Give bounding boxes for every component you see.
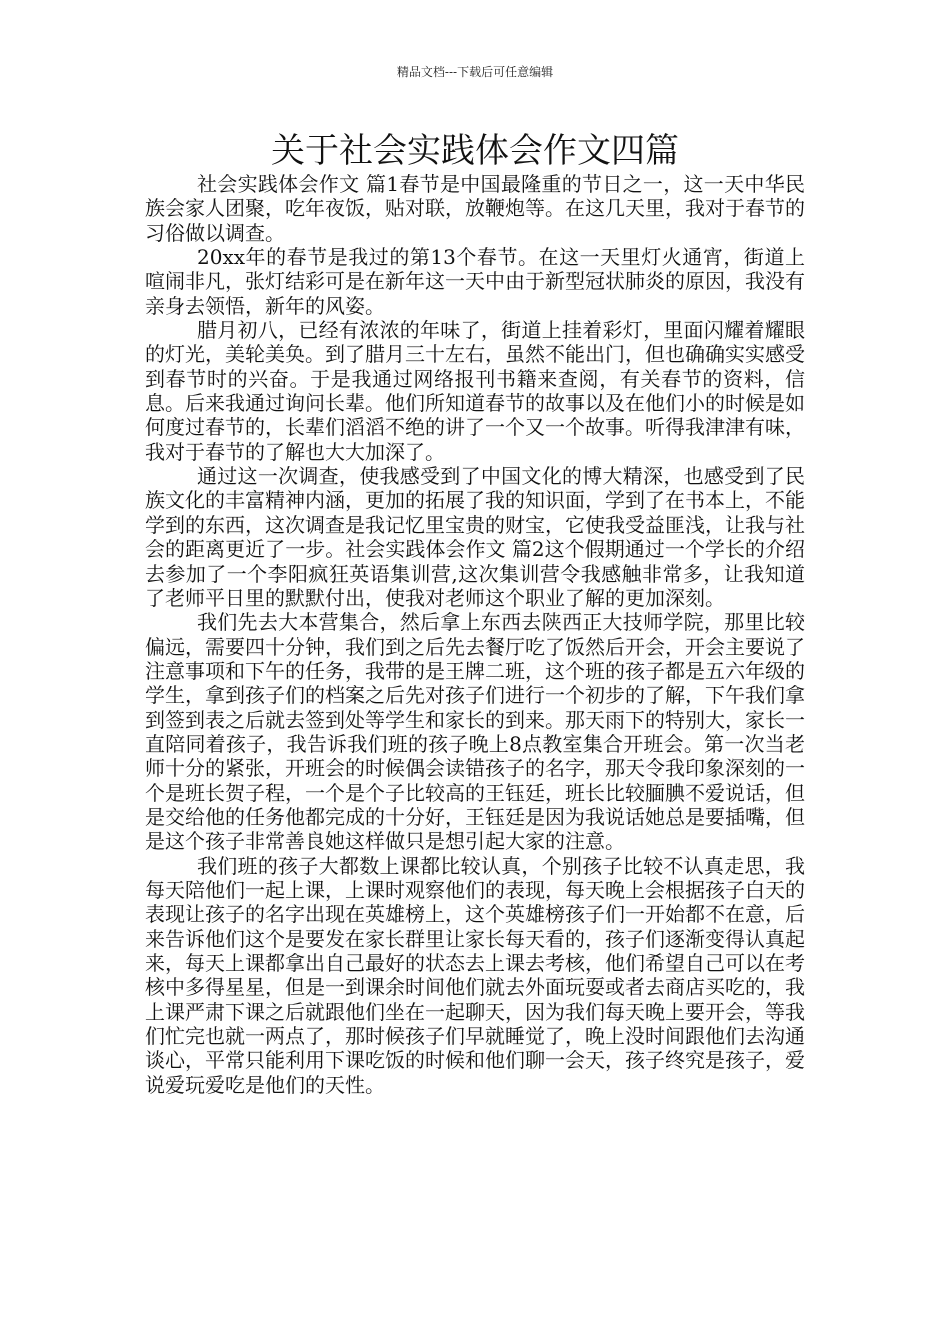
page-header-note: 精品文档---下载后可任意编辑 — [396, 65, 554, 79]
paragraph-2: 20xx年的春节是我过的第13个春节。在这一天里灯火通宵，街道上喧闹非凡，张灯结彩可是在新年这一天中由于新型冠状肺炎的原因，我没有亲身去领悟，新年的风姿。 — [145, 245, 805, 318]
paragraph-3: 腊月初八，已经有浓浓的年味了，街道上挂着彩灯，里面闪耀着耀眼的灯光，美轮美奂。到了腊月三十左右，虽然不能出门，但也确确实实感受到春节时的兴奋。于是我通过网络报刊书籍来查阅，有关春节的资料，信息。后来我通过询问长辈。他们所知道春节的故事以及在他们小的时候是如何度过春节的，长辈们滔滔不绝的讲了一个又一个故事。听得我津津有味，我对于春节的了解也大大加深了。 — [145, 318, 805, 464]
document-body — [145, 172, 805, 1097]
paragraph-4: 通过这一次调查，使我感受到了中国文化的博大精深，也感受到了民族文化的丰富精神内涵，更加的拓展了我的知识面，学到了在书本上，不能学到的东西，这次调查是我记忆里宝贵的财宝，它使我受益匪浅，让我与社会的距离更近了一步。社会实践体会作文 篇2这个假期通过一个学长的介绍去参加了一个李阳疯狂英语集训营,这次集训营令我感触非常多，让我知道了老师平日里的默默付出，使我对老师这个职业了解的更加深刻。 — [145, 464, 805, 610]
document-title: 关于社会实践体会作文四篇 — [271, 131, 679, 171]
paragraph-5: 我们先去大本营集合，然后拿上东西去陕西正大技师学院，那里比较偏远，需要四十分钟，我们到之后先去餐厅吃了饭然后开会，开会主要说了注意事项和下午的任务，我带的是王牌二班，这个班的孩子都是五六年级的学生，拿到孩子们的档案之后先对孩子们进行一个初步的了解，下午我们拿到签到表之后就去签到处等学生和家长的到来。那天雨下的特别大，家长一直陪同着孩子，我告诉我们班的孩子晚上8点教室集合开班会。第一次当老师十分的紧张，开班会的时候偶会读错孩子的名字，那天令我印象深刻的一个是班长贺子程，一个是个子比较高的王钰廷，班长比较腼腆不爱说话，但是交给他的任务他都完成的十分好，王钰廷是因为我说话她总是要插嘴，但是这个孩子非常善良她这样做只是想引起大家的注意。 — [145, 610, 805, 854]
paragraph-1: 社会实践体会作文 篇1春节是中国最隆重的节日之一，这一天中华民族会家人团聚，吃年夜饭，贴对联，放鞭炮等。在这几天里，我对于春节的习俗做以调查。 — [145, 172, 805, 245]
paragraph-6: 我们班的孩子大都数上课都比较认真，个别孩子比较不认真走思，我每天陪他们一起上课，上课时观察他们的表现，每天晚上会根据孩子白天的表现让孩子的名字出现在英雄榜上，这个英雄榜孩子们一开始都不在意，后来告诉他们这个是要发在家长群里让家长每天看的，孩子们逐渐变得认真起来，每天上课都拿出自己最好的状态去上课去考核，他们希望自己可以在考核中多得星星，但是一到课余时间他们就去外面玩耍或者去商店买吃的，我上课严肃下课之后就跟他们坐在一起聊天，因为我们每天晚上要开会，等我们忙完也就一两点了，那时候孩子们早就睡觉了，晚上没时间跟他们去沟通谈心，平常只能利用下课吃饭的时候和他们聊一会天，孩子终究是孩子，爱说爱玩爱吃是他们的天性。 — [145, 853, 805, 1097]
